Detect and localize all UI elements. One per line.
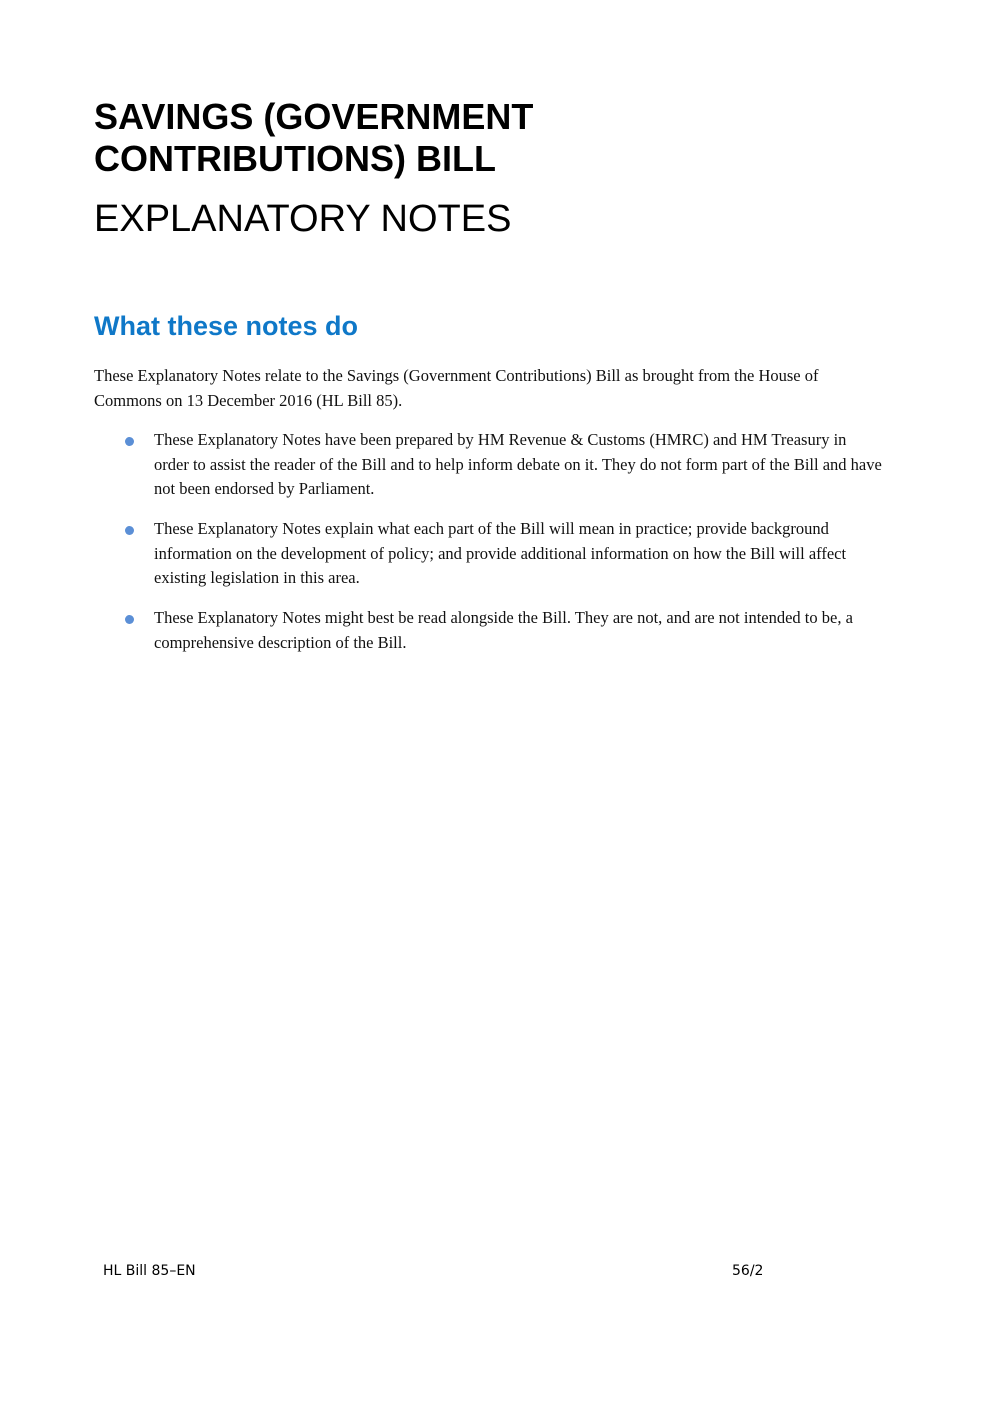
list-item-text: These Explanatory Notes explain what each part of the Bill will mean in practice; provide background information on the development of policy; and provide additional information on how the Bill will affect existing legislation in this area. [154, 519, 847, 587]
bullet-icon [125, 615, 134, 624]
title-line-1: SAVINGS (GOVERNMENT [94, 96, 534, 137]
list-item-text: These Explanatory Notes might best be read alongside the Bill. They are not, and are not intended to be, a comprehensive description of the Bill. [154, 608, 853, 652]
title-line-2: CONTRIBUTIONS) BILL [94, 138, 496, 179]
footer-bill-reference: HL Bill 85–EN [103, 1263, 196, 1279]
list-item [94, 428, 884, 502]
document-title [94, 96, 533, 180]
list-item-text: These Explanatory Notes have been prepared by HM Revenue & Customs (HMRC) and HM Treasury in order to assist the reader of the Bill and to help inform debate on it. They do not form part of the Bill and have not been endorsed by Parliament. [154, 430, 882, 498]
bullet-icon [125, 526, 134, 535]
section-heading: What these notes do [94, 311, 359, 341]
bullet-list [94, 428, 884, 671]
list-item [94, 517, 884, 591]
bullet-icon [125, 437, 134, 446]
document-subtitle: EXPLANATORY NOTES [94, 198, 512, 240]
footer-page-code: 56/2 [732, 1263, 764, 1279]
intro-paragraph: These Explanatory Notes relate to the Savings (Government Contributions) Bill as brought from the House of Commons on 13 December 2016 (HL Bill 85). [94, 366, 819, 410]
list-item [94, 606, 884, 655]
